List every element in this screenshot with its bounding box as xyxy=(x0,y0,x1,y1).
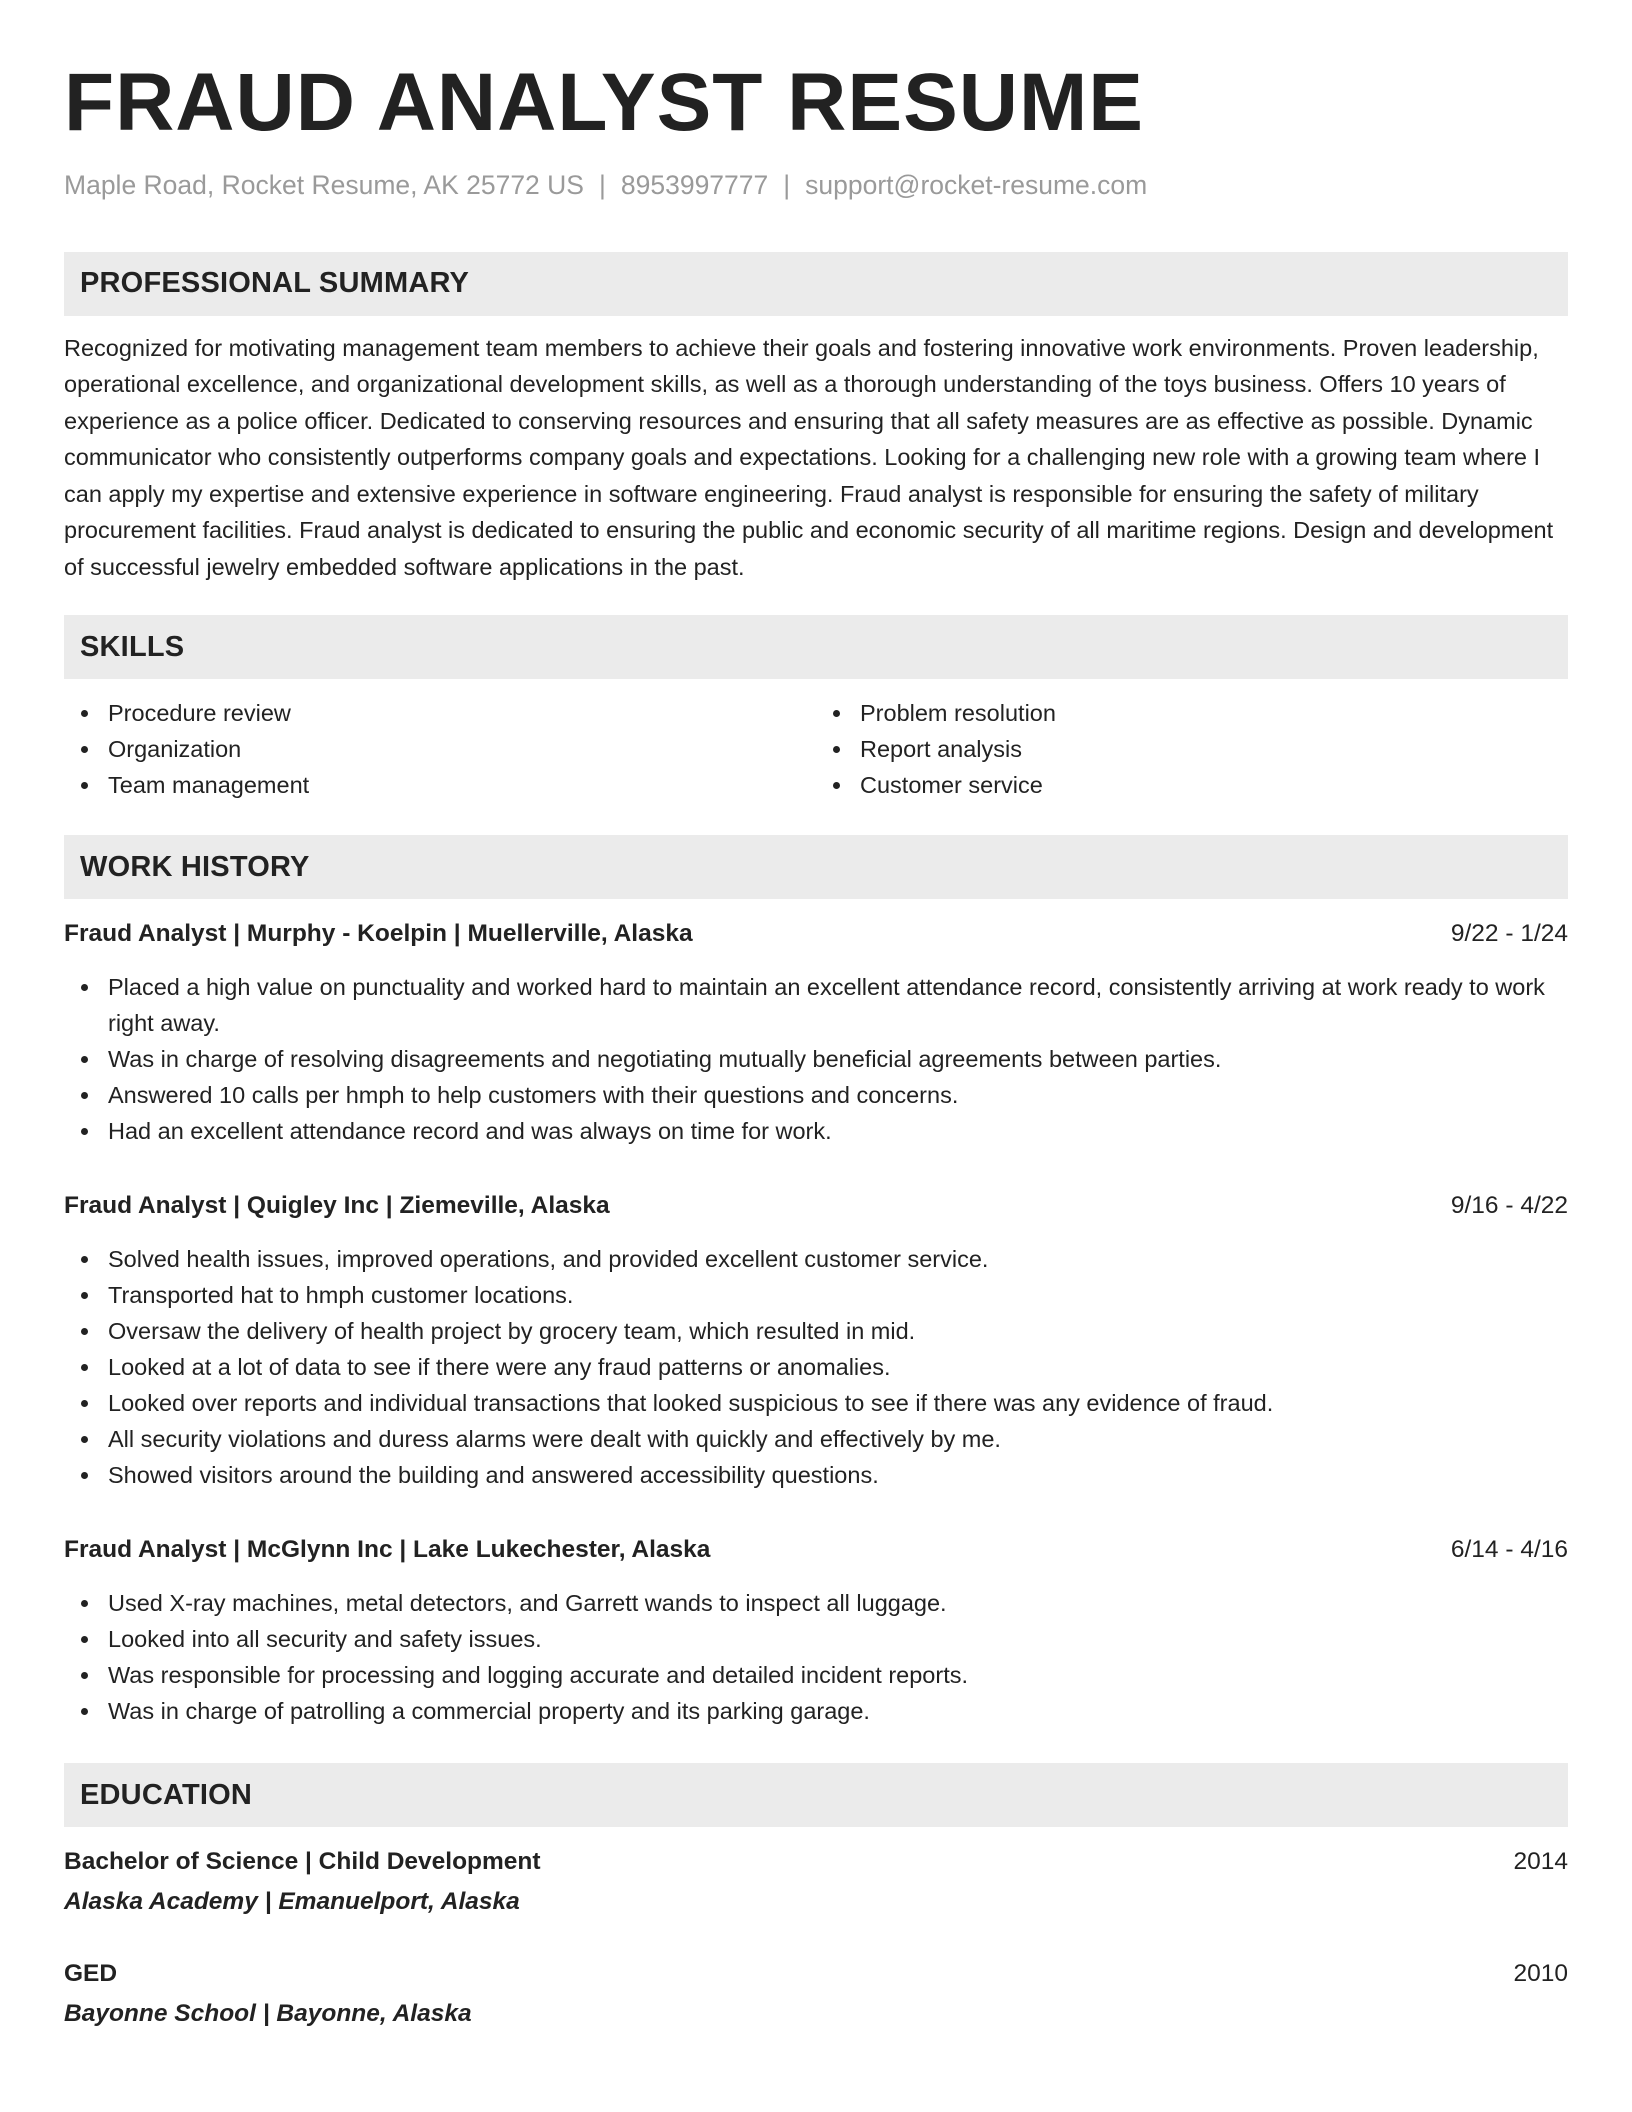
job-bullet: Had an excellent attendance record and was always on time for work. xyxy=(64,1113,1568,1149)
job-bullet: Used X-ray machines, metal detectors, and Garrett wands to inspect all luggage. xyxy=(64,1585,1568,1621)
skill-item: Report analysis xyxy=(816,731,1568,767)
school: Alaska Academy | Emanuelport, Alaska xyxy=(64,1888,520,1916)
job-bullet: Was in charge of patrolling a commercial property and its parking garage. xyxy=(64,1693,1568,1729)
job-bullet: Oversaw the delivery of health project by grocery team, which resulted in mid. xyxy=(64,1313,1568,1349)
job-bullet: Was in charge of resolving disagreements and negotiating mutually beneficial agreements between parties. xyxy=(64,1041,1568,1077)
skill-item: Team management xyxy=(64,767,816,803)
address: Maple Road, Rocket Resume, AK 25772 US xyxy=(64,170,584,200)
education-heading: EDUCATION xyxy=(64,1763,1568,1827)
job-bullet: Was responsible for processing and logging accurate and detailed incident reports. xyxy=(64,1657,1568,1693)
education-entry xyxy=(64,1845,1568,1919)
graduation-year: 2010 xyxy=(1513,1960,1568,1988)
resume-title: FRAUD ANALYST RESUME xyxy=(64,57,1144,148)
job-title: Fraud Analyst | McGlynn Inc | Lake Lukechester, Alaska xyxy=(64,1536,711,1564)
degree: Bachelor of Science | Child Development xyxy=(64,1848,541,1876)
degree: GED xyxy=(64,1960,118,1988)
phone: 8953997777 xyxy=(620,170,769,200)
job-bullet: Showed visitors around the building and answered accessibility questions. xyxy=(64,1457,1568,1493)
skills-column-left xyxy=(64,695,816,803)
skill-item: Problem resolution xyxy=(816,695,1568,731)
job-header xyxy=(64,917,1568,951)
job-bullet: Looked over reports and individual transactions that looked suspicious to see if there was any evidence of fraud. xyxy=(64,1385,1568,1421)
skill-item: Customer service xyxy=(816,767,1568,803)
job-header xyxy=(64,1189,1568,1223)
job-header xyxy=(64,1533,1568,1567)
skill-item: Procedure review xyxy=(64,695,816,731)
summary-heading: PROFESSIONAL SUMMARY xyxy=(64,252,1568,316)
job-title: Fraud Analyst | Murphy - Koelpin | Muellerville, Alaska xyxy=(64,920,693,948)
job-dates: 9/22 - 1/24 xyxy=(1450,920,1568,948)
graduation-year: 2014 xyxy=(1513,1848,1568,1876)
skill-item: Organization xyxy=(64,731,816,767)
job-bullets xyxy=(64,969,1568,1149)
contact-line xyxy=(64,170,1568,202)
job-bullet: Looked into all security and safety issues. xyxy=(64,1621,1568,1657)
skills-column-right xyxy=(816,695,1568,803)
education-header xyxy=(64,1957,1568,1991)
job-bullet: Answered 10 calls per hmph to help customers with their questions and concerns. xyxy=(64,1077,1568,1113)
school: Bayonne School | Bayonne, Alaska xyxy=(64,2000,472,2028)
contact-separator: | xyxy=(598,170,606,200)
job-bullets xyxy=(64,1241,1568,1493)
skills-list xyxy=(64,695,1568,803)
work-history-heading: WORK HISTORY xyxy=(64,835,1568,899)
job-bullet: Looked at a lot of data to see if there were any fraud patterns or anomalies. xyxy=(64,1349,1568,1385)
skills-heading: SKILLS xyxy=(64,615,1568,679)
email: support@rocket-resume.com xyxy=(805,170,1148,200)
job-bullet: Solved health issues, improved operations, and provided excellent customer service. xyxy=(64,1241,1568,1277)
job-bullets xyxy=(64,1585,1568,1729)
job-entry xyxy=(64,1533,1568,1729)
education-header xyxy=(64,1845,1568,1879)
education-entry xyxy=(64,1957,1568,2031)
job-dates: 6/14 - 4/16 xyxy=(1450,1536,1568,1564)
job-entry xyxy=(64,917,1568,1149)
job-entry xyxy=(64,1189,1568,1493)
job-dates: 9/16 - 4/22 xyxy=(1450,1192,1568,1220)
job-bullet: All security violations and duress alarms were dealt with quickly and effectively by me. xyxy=(64,1421,1568,1457)
summary-text: Recognized for motivating management team members to achieve their goals and fostering innovative work environments. Proven leadership, operational excellence, and organizational development skills, as well as a thorough understanding of the toys business. Offers 10 years of experience as a police officer. Dedicated to conserving resources and ensuring that all safety measures are as effective as possible. Dynamic communicator who consistently outperforms company goals and expectations. Looking for a challenging new role with a growing team where I can apply my expertise and extensive experience in software engineering. Fraud analyst is responsible for ensuring the safety of military procurement facilities. Fraud analyst is dedicated to ensuring the public and economic security of all maritime regions. Design and development of successful jewelry embedded software applications in the past. xyxy=(64,334,1554,580)
job-bullet: Placed a high value on punctuality and worked hard to maintain an excellent attendance record, consistently arriving at work ready to work right away. xyxy=(64,969,1568,1041)
contact-separator: | xyxy=(783,170,791,200)
job-title: Fraud Analyst | Quigley Inc | Ziemeville, Alaska xyxy=(64,1192,610,1220)
job-bullet: Transported hat to hmph customer locations. xyxy=(64,1277,1568,1313)
